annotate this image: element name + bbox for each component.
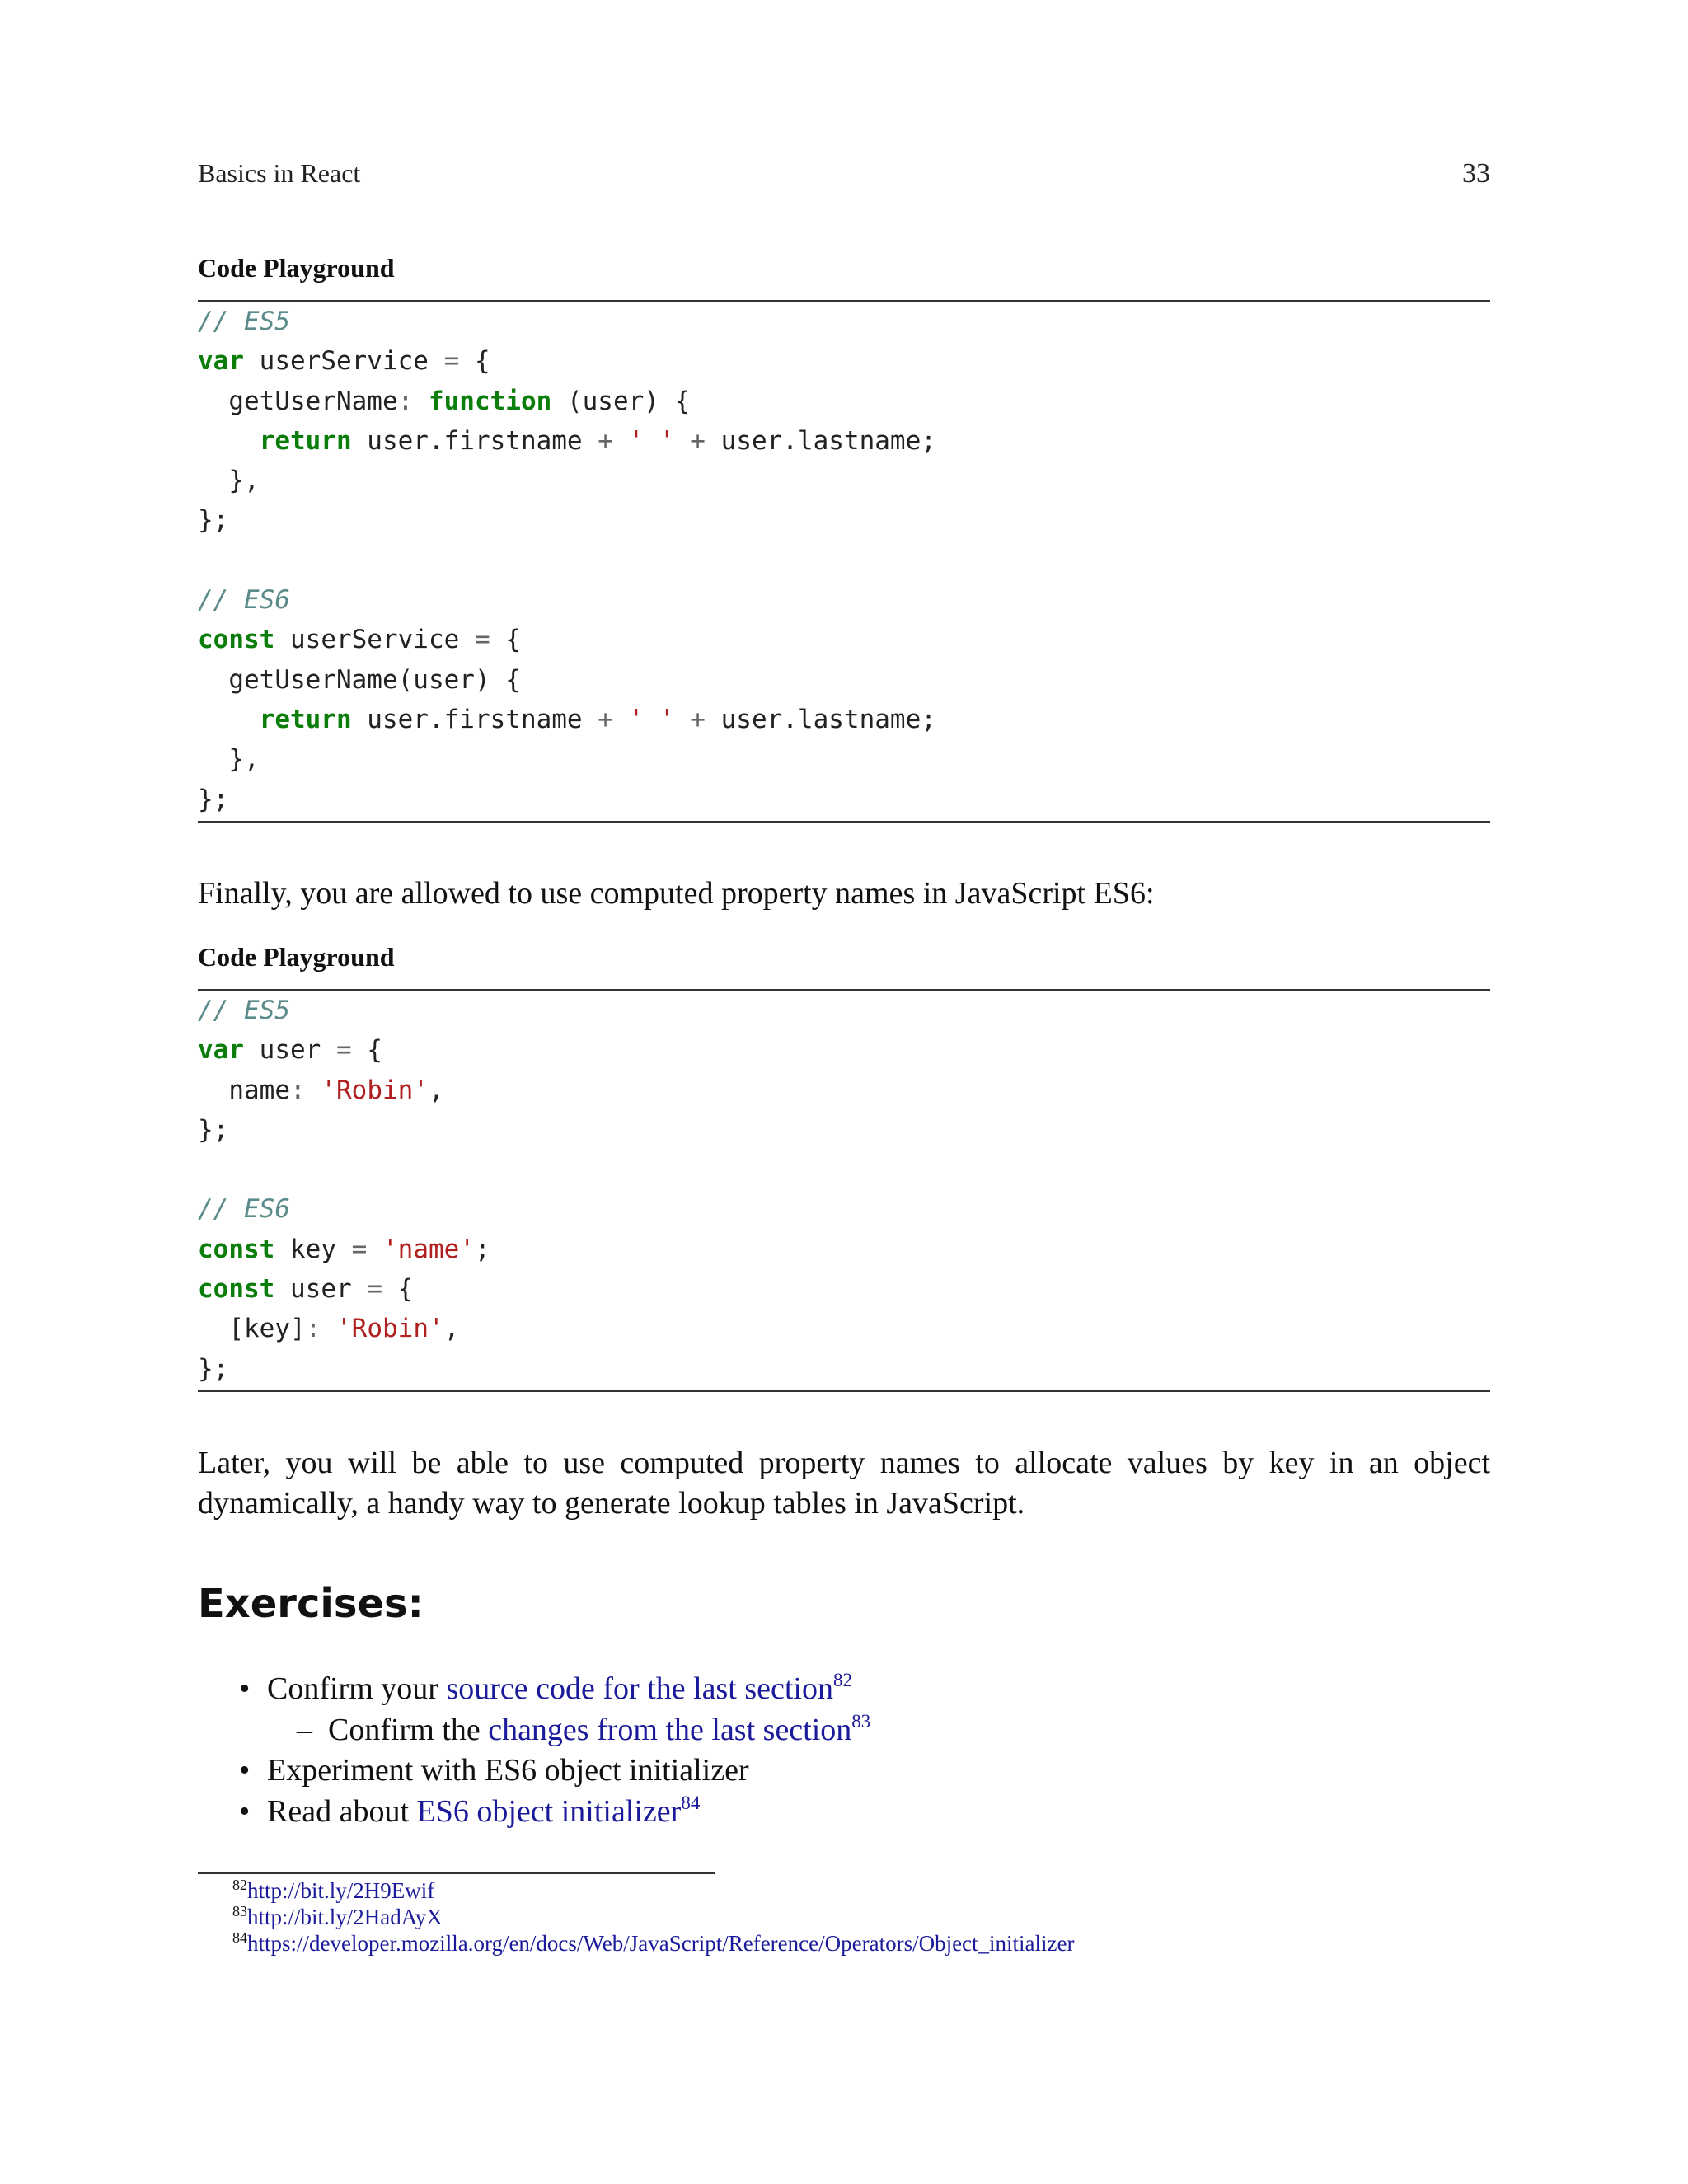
code-token: var (198, 1035, 244, 1066)
footnote-82 (232, 1878, 434, 1904)
source-code-link[interactable]: source code for the last section (446, 1671, 833, 1706)
exercise-item (198, 1792, 870, 1833)
code-token: + (598, 425, 613, 456)
code-block-2-bottom-rule (198, 1390, 1490, 1392)
code-token: = (351, 1234, 368, 1264)
code-block-2-caption: Code Playground (198, 942, 395, 972)
code-line (198, 785, 228, 814)
code-token: : (397, 386, 414, 416)
code-token: = (335, 1035, 352, 1066)
code-token: [key] (198, 1314, 306, 1344)
code-line (198, 585, 290, 615)
code-token: = (443, 346, 460, 377)
code-line (198, 466, 260, 495)
footnote-number: 82 (232, 1877, 247, 1893)
code-token: }; (198, 505, 229, 536)
code-line (198, 505, 228, 535)
code-token: key (274, 1234, 352, 1264)
code-line (198, 1314, 459, 1343)
exercise-item (198, 1669, 870, 1710)
code-token (675, 426, 691, 456)
code-token: : (305, 1314, 321, 1344)
code-token: user.firstname (351, 704, 598, 734)
code-token: // ES6 (198, 585, 290, 616)
code-line (198, 1115, 228, 1145)
code-line (198, 625, 521, 654)
code-token: + (598, 704, 613, 734)
exercise-item (198, 1750, 870, 1792)
code-token: ; (474, 1234, 490, 1264)
paragraph-lookup-tables: Later, you will be able to use computed property names to allocate values by key in an object dynamically, a handy way to generate lookup tables in JavaScript. (198, 1446, 1490, 1521)
bullet-marker: • (239, 1753, 251, 1788)
code-line (198, 996, 290, 1025)
exercise-subitem (198, 1710, 870, 1751)
footnote-ref[interactable]: 84 (681, 1792, 701, 1813)
code-token: { (459, 346, 490, 377)
code-token: // ES6 (198, 1194, 290, 1225)
paragraph-computed-props-intro: Finally, you are allowed to use computed property names in JavaScript ES6: (198, 876, 1155, 911)
code-token: // ES5 (198, 307, 290, 336)
code-token: 'name' (382, 1234, 475, 1264)
code-token: const (198, 1274, 275, 1305)
code-line (198, 1354, 228, 1384)
code-token: userService (274, 625, 475, 655)
object-initializer-link[interactable]: ES6 object initializer (416, 1793, 682, 1829)
code-token: { (490, 625, 521, 655)
running-header-title: Basics in React (198, 158, 361, 188)
dash-marker: – (297, 1712, 312, 1747)
code-token: const (198, 1234, 275, 1264)
code-line (198, 1076, 444, 1105)
code-token: }; (198, 784, 229, 814)
code-token: 'Robin' (321, 1075, 429, 1105)
code-token: user.lastname; (705, 704, 936, 734)
code-token: const (198, 625, 275, 655)
code-line (198, 744, 260, 774)
footnote-url[interactable]: https://developer.mozilla.org/en/docs/Web/JavaScript/Reference/Operators/Object_initializer (247, 1931, 1075, 1956)
exercise-text: Confirm the (328, 1712, 489, 1747)
code-token: ' ' (628, 704, 675, 734)
code-token: , (443, 1314, 460, 1344)
code-token: 'Robin' (336, 1314, 444, 1344)
code-token: = (367, 1274, 382, 1305)
exercise-text: Read about (267, 1793, 417, 1829)
code-token: function (428, 386, 552, 416)
footnote-url[interactable]: http://bit.ly/2HadAyX (247, 1905, 443, 1929)
code-token: }; (198, 1353, 229, 1384)
code-token: getUserName(user) { (198, 664, 521, 695)
code-token: user.lastname; (705, 425, 936, 456)
code-line (198, 1035, 382, 1065)
code-token: + (690, 425, 706, 456)
code-line (198, 426, 936, 456)
changes-link[interactable]: changes from the last section (488, 1712, 852, 1747)
footnote-separator (198, 1872, 715, 1874)
code-token: { (351, 1035, 382, 1066)
code-token (198, 426, 260, 456)
code-line (198, 387, 690, 416)
code-token: userService (244, 346, 444, 377)
exercise-text: Experiment with ES6 object initializer (267, 1753, 749, 1788)
code-token (613, 426, 629, 456)
code-token (198, 705, 260, 734)
code-line (198, 1235, 490, 1264)
code-token (321, 1314, 336, 1343)
code-token: name (198, 1075, 290, 1105)
footnote-84 (232, 1931, 1075, 1957)
code-token: : (289, 1075, 306, 1105)
code-token: }, (198, 744, 260, 775)
code-block-2 (198, 991, 490, 1389)
code-token: = (474, 625, 490, 655)
exercises-list (198, 1669, 870, 1832)
code-line (198, 705, 936, 734)
code-token: ' ' (628, 425, 675, 456)
code-token: + (690, 704, 706, 734)
code-line (198, 1194, 290, 1224)
code-token: }; (198, 1114, 229, 1145)
footnote-ref[interactable]: 82 (832, 1670, 852, 1690)
bullet-marker: • (239, 1793, 251, 1829)
code-token (367, 1235, 382, 1264)
footnote-number: 83 (232, 1903, 247, 1919)
code-block-1-bottom-rule (198, 821, 1490, 823)
code-token: return (259, 425, 352, 456)
code-token: }, (198, 466, 260, 496)
code-token (675, 705, 691, 734)
code-line (198, 307, 290, 336)
code-line (198, 1274, 413, 1304)
bullet-marker: • (239, 1671, 251, 1706)
code-token: return (259, 704, 352, 734)
footnote-url[interactable]: http://bit.ly/2H9Ewif (247, 1878, 435, 1903)
footnote-ref[interactable]: 83 (851, 1710, 871, 1732)
code-line (198, 346, 490, 376)
code-token: var (198, 346, 244, 377)
code-token: // ES5 (198, 996, 290, 1025)
code-line (198, 665, 521, 695)
code-token: { (382, 1274, 414, 1305)
code-token: user.firstname (351, 425, 598, 456)
page-number: 33 (1462, 158, 1490, 189)
footnote-83 (232, 1905, 443, 1930)
code-token (413, 387, 429, 416)
exercise-text: Confirm your (267, 1671, 447, 1706)
footnote-number: 84 (232, 1929, 247, 1946)
code-token: user (244, 1035, 336, 1066)
code-token: (user) { (551, 386, 691, 416)
code-token (613, 705, 629, 734)
code-token: user (274, 1274, 368, 1305)
code-token (306, 1076, 321, 1105)
exercises-heading: Exercises: (198, 1581, 424, 1627)
code-block-1-caption: Code Playground (198, 253, 395, 283)
code-token: , (428, 1075, 444, 1105)
code-block-1 (198, 302, 936, 819)
code-token: getUserName (198, 386, 398, 416)
